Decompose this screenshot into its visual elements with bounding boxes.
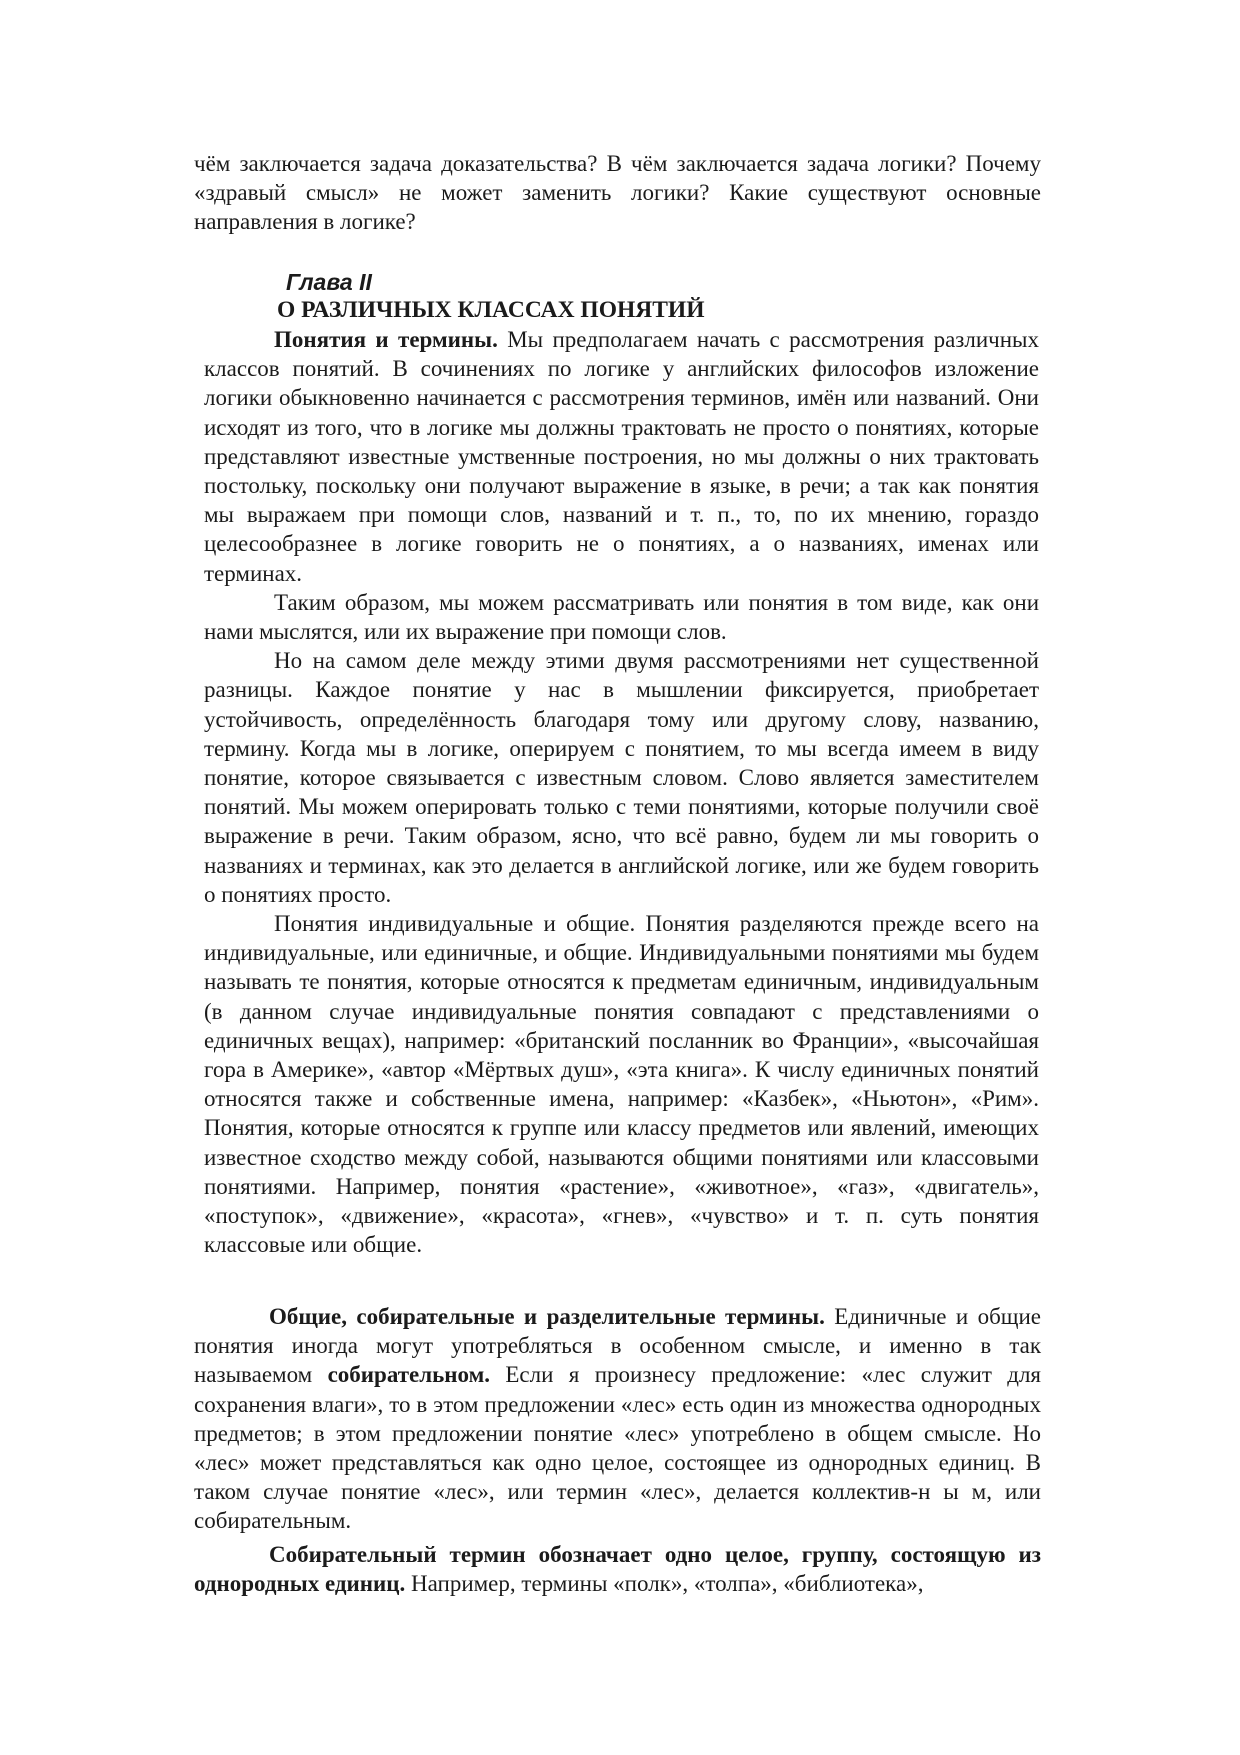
paragraph-text: Например, термины «полк», «толпа», «библиотека», bbox=[405, 1570, 924, 1596]
paragraph-heading: Понятия и термины. bbox=[274, 327, 498, 352]
paragraph bbox=[194, 1302, 1041, 1536]
chapter-title: О РАЗЛИЧНЫХ КЛАССАХ ПОНЯТИЙ bbox=[277, 297, 705, 323]
paragraph-heading: Собирательный термин обозначает одно целое, группу, состоящую из однородных единиц. bbox=[194, 1541, 1041, 1596]
paragraph: Но на самом деле между этими двумя рассмотрениями нет существенной разницы. Каждое понятие у нас в мышлении фиксируется, приобретает устойчивость, определённость благодаря тому или другому слову, названию, термину. Когда мы в логике, оперируем с понятием, то мы всегда имеем в виду понятие, которое связывается с известным словом. Слово является заместителем понятий. Мы можем оперировать только с теми понятиями, которые получили своё выражение в речи. Таким образом, ясно, что всё равно, будем ли мы говорить о названиях и терминах, как это делается в английской логике, или же будем говорить о понятиях просто. bbox=[204, 648, 1039, 907]
section-concepts-terms bbox=[204, 325, 1039, 1260]
paragraph bbox=[194, 1540, 1041, 1598]
paragraph-text: Если я произнесу предложение: «лес служит для сохранения влаги», то в этом предложении «лес» есть один из множества однородных предметов; в этом предложении понятие «лес» употреблено в общем смысле. Но «лес» может представляться как одно целое, состоящее из однородных единиц. В таком случае понятие «лес», или термин «лес», делается коллектив-н ы м, или собирательным. bbox=[194, 1362, 1042, 1534]
intro-paragraph bbox=[194, 149, 1041, 237]
chapter-label: Глава II bbox=[286, 269, 372, 295]
paragraph-text: Единичные и общие понятия иногда могут употребляться в особенном смысле, и именно в так называемом bbox=[194, 1304, 1041, 1388]
paragraph: Таким образом, мы можем рассматривать или понятия в том виде, как они нами мыслятся, или их выражение при помощи слов. bbox=[204, 589, 1039, 645]
paragraph: Понятия индивидуальные и общие. Понятия разделяются прежде всего на индивидуальные, или единичные, и общие. Индивидуальными понятиями мы будем называть те понятия, которые относятся к предметам единичным, индивидуальным (в данном случае индивидуальные понятия совпадают с представлениями о единичных вещах), например: «британский посланник во Франции», «высочайшая гора в Америке», «автор «Мёртвых душ», «эта книга». К числу единичных понятий относятся также и собственные имена, например: «Казбек», «Ньютон», «Рим». Понятия, которые относятся к группе или классу предметов или явлений, имеющих известное сходство между собой, называются общими понятиями или классовыми понятиями. Например, понятия «растение», «животное», «газ», «двигатель», «поступок», «движение», «красота», «гнев», «чувство» и т. п. суть понятия классовые или общие. bbox=[204, 911, 1039, 1258]
section-collective-terms bbox=[194, 1302, 1041, 1598]
intro-text: чём заключается задача доказательства? В чём заключается задача логики? Почему «здравый смысл» не может заменить логики? Какие существуют основные направления в логике? bbox=[194, 151, 1041, 235]
bold-term: собирательном. bbox=[327, 1362, 491, 1388]
paragraph-text: Мы предполагаем начать с рассмотрения различных классов понятий. В сочинениях по логике у английских философов изложение логики обыкновенно начинается с рассмотрения терминов, имён или названий. Они исходят из того, что в логике мы должны трактовать не просто о понятиях, которые представляют известные умственные построения, но мы должны о них трактовать постольку, поскольку они получают выражение в языке, в речи; а так как понятия мы выражаем при помощи слов, названий и т. п., то, по их мнению, гораздо целесообразнее в логике говорить не о понятиях, а о названиях, именах или терминах. bbox=[204, 327, 1039, 586]
paragraph bbox=[204, 325, 1039, 588]
paragraph-heading: Общие, собирательные и разделительные термины. bbox=[269, 1304, 825, 1329]
